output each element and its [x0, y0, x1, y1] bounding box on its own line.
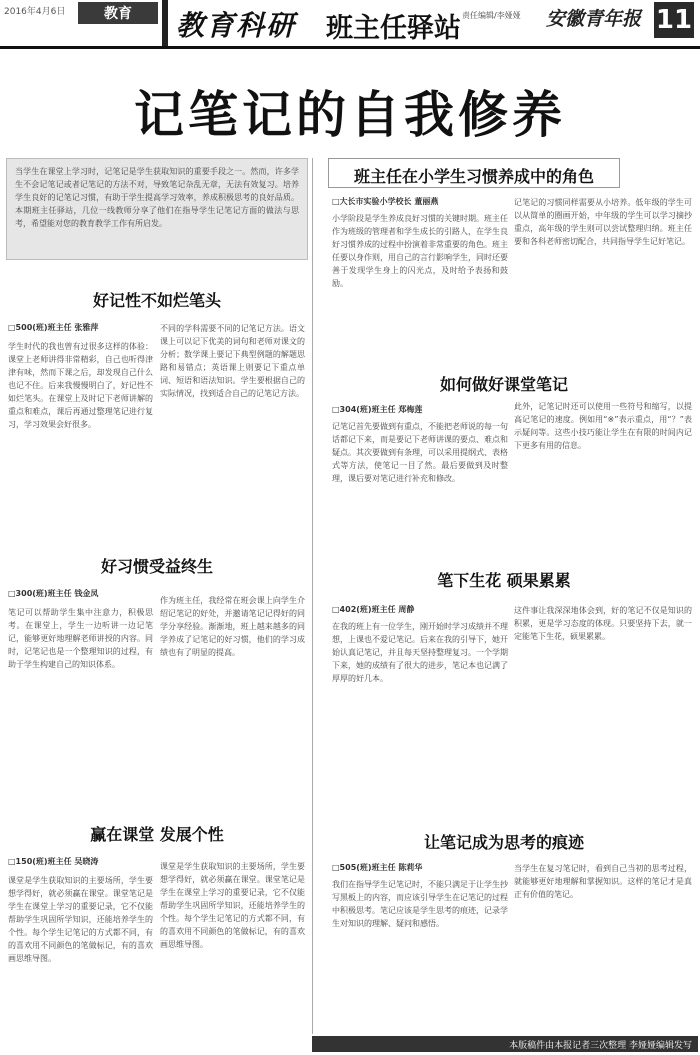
page-number: 11: [654, 2, 694, 38]
article-body: 课堂是学生获取知识的主要场所，学生要想学得好，就必须赢在课堂。课堂笔记是学生在课堂上学习的重要记录，它不仅能帮助学生巩固所学知识，还能培养学生的个性。每个学生记笔记的方式都不同，有的喜欢用不同颜色的笔做标记，有的喜欢画思维导图。: [8, 876, 153, 963]
article-body: 此外，记笔记时还可以使用一些符号和缩写，以提高记笔记的速度。例如用“※”表示重点，用“？”表示疑问等。这些小技巧能让学生在有限的时间内记下更多有用的信息。: [514, 402, 692, 450]
issue-date: 2016年4月6日: [4, 7, 66, 17]
article-body: 学生时代的我也曾有过很多这样的体验：课堂上老师讲得非常精彩，自己也听得津津有味，然而下课之后，却发现自己什么也记不住。后来我慢慢明白了，好记性不如烂笔头。在课堂上及时记下老师讲解的重点和难点，课后再通过整理笔记进行复习，学习效果会好很多。: [8, 342, 153, 429]
intro-text: 当学生在课堂上学习时，记笔记是学生获取知识的重要手段之一。然而，许多学生不会记笔记或者记笔记的方法不对，导致笔记杂乱无章，无法有效复习。培养学生良好的记笔记习惯，有助于学生提高学习效率，养成积极思考的良好品质。本期班主任驿站，几位一线教师分享了他们在指导学生记笔记方面的做法与思考，希望能对您的教育教学工作有所启发。: [15, 167, 299, 228]
article-body: 这件事让我深深地体会到，好的笔记不仅是知识的积累，更是学习态度的体现。只要坚持下去，就一定能笔下生花，硕果累累。: [514, 606, 692, 641]
section-title: 班主任驿站: [326, 13, 461, 44]
column-divider: [312, 158, 313, 1034]
page-footer: 本版稿件由本报记者三次整理 李娅娅编辑发写: [312, 1036, 698, 1052]
page-headline: 记笔记的自我修养: [134, 86, 566, 144]
section-badge: 教育: [78, 2, 158, 24]
article-title: 笔下生花 硕果累累: [437, 571, 571, 590]
article-byline: □500(班)班主任 张雅萍: [8, 323, 99, 332]
brand-title: 教育科研: [176, 9, 297, 42]
article-body: 小学阶段是学生养成良好习惯的关键时期。班主任作为班级的管理者和学生成长的引路人，在学生良好习惯养成的过程中扮演着非常重要的角色。班主任要以身作则，用自己的言行影响学生，同时还要善于发现学生身上的闪光点，及时给予表扬和鼓励。: [332, 214, 508, 288]
editor-credit: 责任编辑/李娅娅: [462, 11, 521, 20]
intro-box: [6, 158, 308, 260]
article-body: 记笔记的习惯同样需要从小培养。低年级的学生可以从简单的圈画开始，中年级的学生可以学习摘抄重点，高年级的学生则可以尝试整理归纳。班主任要和各科老师密切配合，共同指导学生记好笔记。: [514, 198, 692, 246]
header-divider: [162, 0, 168, 46]
article-title: 好习惯受益终生: [100, 557, 213, 576]
article-title: 赢在课堂 发展个性: [90, 825, 224, 844]
newspaper-name: 安徽青年报: [546, 8, 642, 30]
article-body: 课堂是学生获取知识的主要场所，学生要想学得好，就必须赢在课堂。课堂笔记是学生在课堂上学习的重要记录，它不仅能帮助学生巩固所学知识，还能培养学生的个性。每个学生记笔记的方式都不同，有的喜欢用不同颜色的笔做标记，有的喜欢画思维导图。: [160, 862, 305, 949]
article-body: 笔记可以帮助学生集中注意力，积极思考。在课堂上，学生一边听讲一边记笔记，能够更好地理解老师讲授的内容。同时，记笔记也是一个整理知识的过程，有助于学生构建自己的知识体系。: [8, 608, 153, 669]
article-body: 作为班主任，我经常在班会课上向学生介绍记笔记的好处，并邀请笔记记得好的同学分享经验。渐渐地，班上越来越多的同学养成了记笔记的好习惯，他们的学习成绩也有了明显的提高。: [160, 596, 305, 657]
article-body: 在我的班上有一位学生，刚开始时学习成绩并不理想，上课也不爱记笔记。后来在我的引导下，她开始认真记笔记，并且每天坚持整理复习。一个学期下来，她的成绩有了很大的进步，笔记本也记满了厚厚的好几本。: [332, 622, 508, 683]
article-byline: □505(班)班主任 陈莉华: [332, 863, 423, 872]
article-title: 让笔记成为思考的痕迹: [423, 833, 584, 852]
header-rule: [0, 46, 700, 49]
article-body: 记笔记首先要做到有重点，不能把老师说的每一句话都记下来，而是要记下老师讲课的要点、难点和疑点。其次要做到有条理，可以采用提纲式、表格式等方法，使笔记一目了然。最后要做到及时整理，课后要对笔记进行补充和修改。: [332, 422, 508, 483]
article-body: 当学生在复习笔记时，看到自己当初的思考过程，就能够更好地理解和掌握知识。这样的笔记才是真正有价值的笔记。: [514, 864, 692, 899]
article-body: 不同的学科需要不同的记笔记方法。语文课上可以记下优美的词句和老师对课文的分析；数学课上要记下典型例题的解题思路和易错点；英语课上则要记下重点单词、短语和语法知识。学生要根据自己的实际情况，找到适合自己的记笔记方法。: [160, 324, 305, 398]
article-body: 我们在指导学生记笔记时，不能只满足于让学生抄写黑板上的内容，而应该引导学生在记笔记的过程中积极思考。笔记应该是学生思考的痕迹，记录学生对知识的理解、疑问和感悟。: [332, 880, 508, 928]
article-byline: □150(班)班主任 吴晓涛: [8, 857, 99, 866]
article-title: 好记性不如烂笔头: [92, 291, 221, 310]
article-byline: □304(班)班主任 郑梅莲: [332, 405, 423, 414]
article-byline: □300(班)班主任 钱金凤: [8, 589, 99, 598]
article-title: 班主任在小学生习惯养成中的角色: [353, 167, 594, 186]
article-title: 如何做好课堂笔记: [439, 375, 568, 394]
article-byline: □402(班)班主任 周静: [332, 605, 415, 614]
article-byline: □大长市实验小学校长 董丽燕: [332, 197, 439, 206]
